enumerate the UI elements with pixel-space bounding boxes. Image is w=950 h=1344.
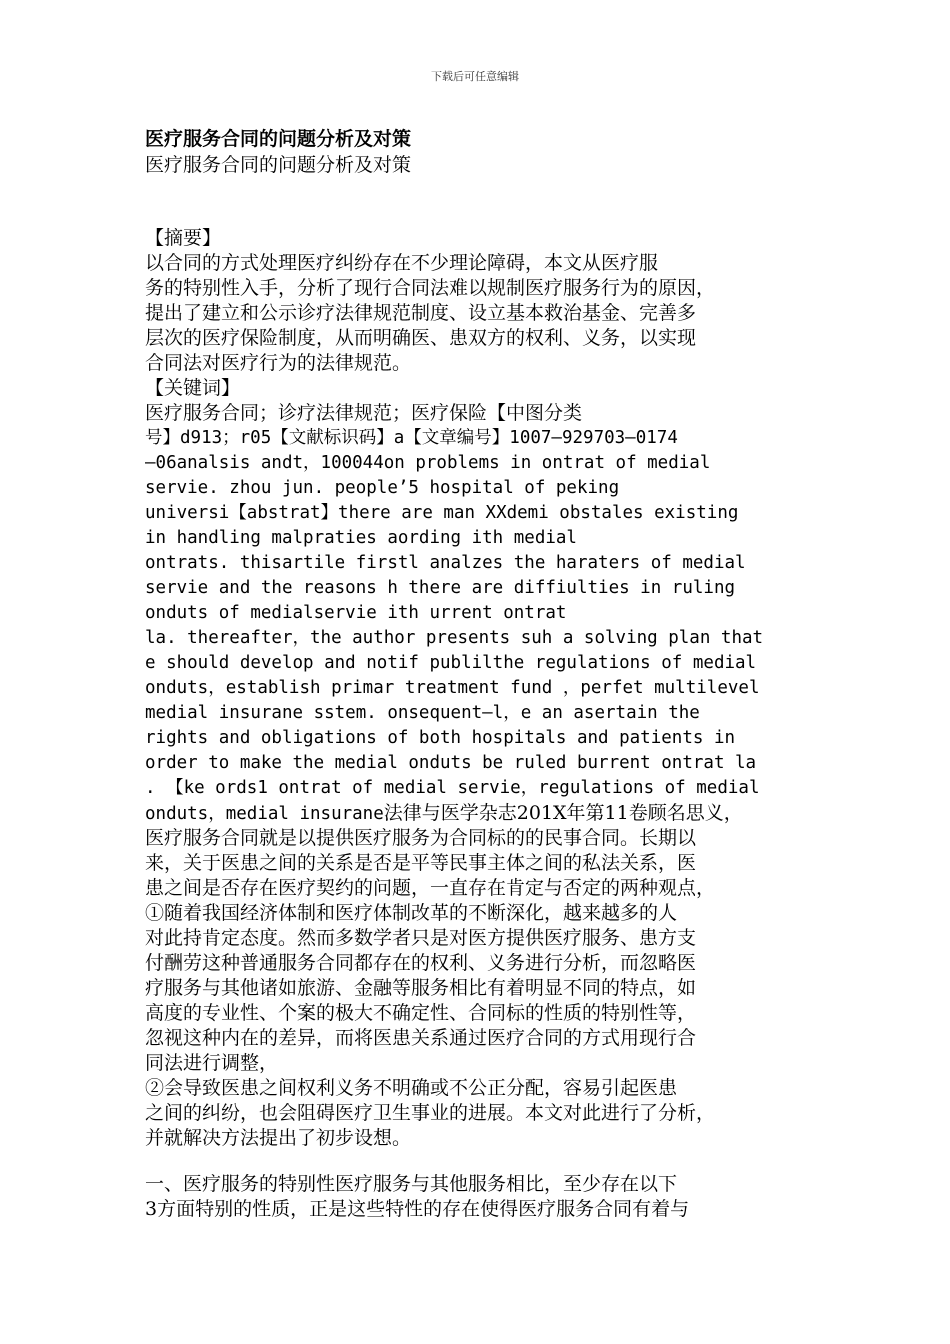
body-line: 忽视这种内在的差异，而将医患关系通过医疗合同的方式用现行合: [145, 1027, 697, 1049]
abstract-heading: 【摘要】: [145, 227, 222, 249]
english-abstract-line: onduts，establish primar treatment fund ，perfet multilevel: [145, 678, 760, 698]
body-line: ①随着我国经济体制和医疗体制改革的不断深化，越来越多的人: [145, 902, 678, 924]
mixed-line: [145, 801, 743, 827]
document-title: 医疗服务合同的问题分析及对策: [145, 128, 412, 150]
english-abstract-line: servie and the reasons h there are diffiulties in ruling: [145, 578, 736, 598]
english-abstract-line: . 【ke ords1 ontrat of medial servie，regulations of medial: [145, 778, 760, 798]
english-abstract-line: ontrats. thisartile firstl analzes the haraters of medial: [145, 553, 746, 573]
english-abstract-line: medial insurane sstem. onsequent—l，e an asertain the: [145, 703, 700, 723]
abstract-line: 合同法对医疗行为的法律规范。: [145, 352, 412, 374]
abstract-line: 层次的医疗保险制度，从而明确医、患双方的权利、义务，以实现: [145, 327, 697, 349]
english-abstract-line: in handling malpraties aording ith medial: [145, 528, 577, 548]
body-line: 之间的纠纷，也会阻碍医疗卫生事业的进展。本文对此进行了分析，: [145, 1102, 716, 1124]
abstract-line: 提出了建立和公示诊疗法律规范制度、设立基本救治基金、完善多: [145, 302, 697, 324]
english-abstract-line: e should develop and notif publilthe regulations of medial: [145, 653, 757, 673]
body-line: 同法进行调整，: [145, 1052, 279, 1074]
section-line: 3方面特别的性质，正是这些特性的存在使得医疗服务合同有着与: [145, 1198, 690, 1220]
body-line: 医疗服务合同就是以提供医疗服务为合同标的的民事合同。长期以: [145, 827, 697, 849]
body-line: 疗服务与其他诸如旅游、金融等服务相比有着明显不同的特点，如: [145, 977, 697, 999]
mixed-line-chinese: 法律与医学杂志201X年第11卷顾名思义，: [383, 802, 743, 824]
english-abstract-line: rights and obligations of both hospitals and patients in: [145, 728, 736, 748]
english-abstract-line: —06analsis andt，100044on problems in ontrat of medial: [145, 453, 711, 473]
english-abstract-line: servie. zhou jun. people’5 hospital of peking: [145, 478, 620, 498]
body-line: 高度的专业性、个案的极大不确定性、合同标的性质的特别性等，: [145, 1002, 697, 1024]
body-line: ②会导致医患之间权利义务不明确或不公正分配，容易引起医患: [145, 1077, 678, 1099]
document-subtitle: 医疗服务合同的问题分析及对策: [145, 154, 412, 176]
body-line: 来，关于医患之间的关系是否是平等民事主体之间的私法关系，医: [145, 852, 697, 874]
abstract-line: 以合同的方式处理医疗纠纷存在不少理论障碍，本文从医疗服: [145, 252, 659, 274]
header-note: 下载后可任意编辑: [431, 70, 519, 83]
mixed-line-english: onduts，medial insurane: [145, 804, 384, 824]
keywords-heading: 【关键词】: [145, 377, 241, 399]
section-line: 一、医疗服务的特别性医疗服务与其他服务相比，至少存在以下: [145, 1173, 678, 1195]
body-line: 患之间是否存在医疗契约的问题，一直存在肯定与否定的两种观点，: [145, 877, 716, 899]
english-abstract-line: onduts of medialservie ith urrent ontrat: [145, 603, 567, 623]
abstract-line: 务的特别性入手，分析了现行合同法难以规制医疗服务行为的原因，: [145, 277, 716, 299]
body-line: 对此持肯定态度。然而多数学者只是对医方提供医疗服务、患方支: [145, 927, 697, 949]
english-abstract-line: la. thereafter，the author presents suh a solving plan that: [145, 628, 764, 648]
english-abstract-line: order to make the medial onduts be ruled burrent ontrat la: [145, 753, 757, 773]
english-abstract-line: 号】d913；r05【文献标识码】a【文章编号】1007—929703—0174: [145, 428, 678, 448]
english-abstract-line: universi【abstrat】there are man XXdemi obstales existing: [145, 503, 739, 523]
body-line: 并就解决方法提出了初步设想。: [145, 1127, 412, 1149]
body-line: 付酬劳这种普通服务合同都存在的权利、义务进行分析，而忽略医: [145, 952, 697, 974]
keywords-line: 医疗服务合同；诊疗法律规范；医疗保险【中图分类: [145, 402, 583, 424]
